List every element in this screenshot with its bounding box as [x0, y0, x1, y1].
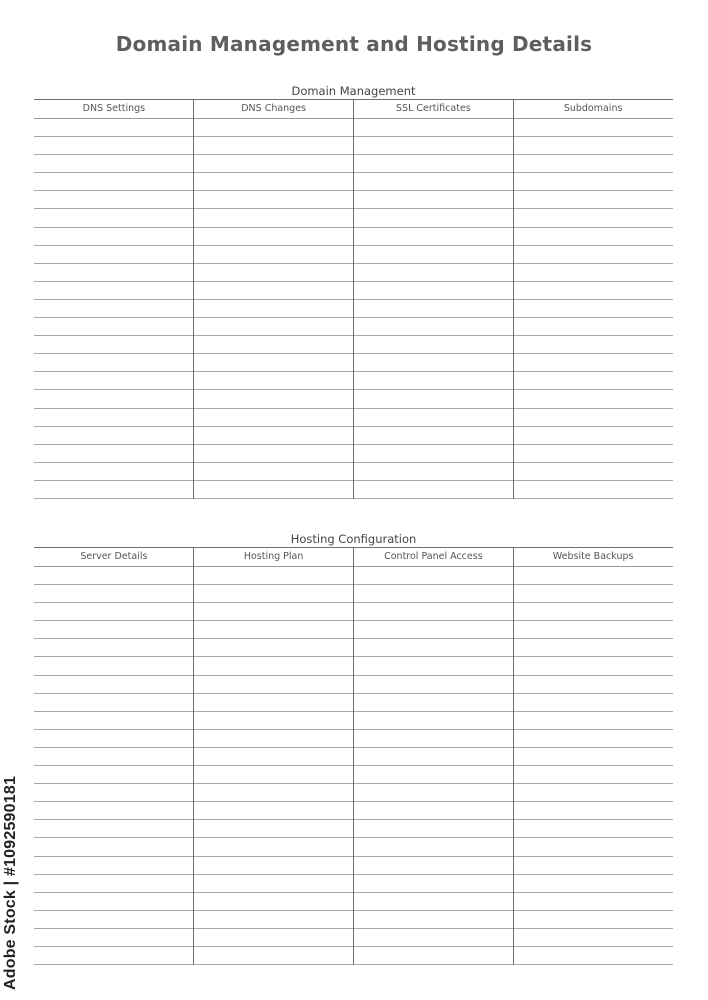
- table-row: [34, 228, 673, 246]
- column-header-server-details: Server Details: [80, 551, 148, 562]
- table-row: [34, 119, 673, 137]
- table-row: [34, 676, 673, 694]
- table-row: [34, 282, 673, 300]
- page-title: Domain Management and Hosting Details: [115, 32, 593, 56]
- table-row: [34, 893, 673, 911]
- table-row: [34, 911, 673, 929]
- table-header-row: [34, 100, 673, 119]
- table-row: [34, 838, 673, 856]
- table-row: [34, 427, 673, 445]
- table-row: [34, 155, 673, 173]
- hosting-configuration-table: [34, 547, 673, 965]
- table-row: [34, 875, 673, 893]
- table-row: [34, 191, 673, 209]
- table-header-row: [34, 548, 673, 567]
- table-row: [34, 567, 673, 585]
- table-row: [34, 173, 673, 191]
- table-row: [34, 929, 673, 947]
- table-body: [34, 119, 673, 499]
- table-row: [34, 445, 673, 463]
- table-row: [34, 372, 673, 390]
- section-title: Domain Management: [291, 84, 416, 98]
- column-header-subdomains: Subdomains: [563, 103, 623, 114]
- table-row: [34, 766, 673, 784]
- table-row: [34, 300, 673, 318]
- table-row: [34, 639, 673, 657]
- domain-management-section: [34, 84, 673, 499]
- table-row: [34, 694, 673, 712]
- table-row: [34, 209, 673, 227]
- table-row: [34, 585, 673, 603]
- table-row: [34, 621, 673, 639]
- table-row: [34, 463, 673, 481]
- column-header-dns-changes: DNS Changes: [241, 103, 307, 114]
- table-row: [34, 802, 673, 820]
- table-row: [34, 246, 673, 264]
- table-row: [34, 730, 673, 748]
- table-row: [34, 820, 673, 838]
- table-row: [34, 947, 673, 965]
- table-row: [34, 137, 673, 155]
- section-title: Hosting Configuration: [290, 532, 417, 546]
- table-row: [34, 857, 673, 875]
- column-header-control-panel-access: Control Panel Access: [384, 551, 483, 562]
- hosting-configuration-section: [34, 532, 673, 965]
- table-row: [34, 264, 673, 282]
- table-row: [34, 712, 673, 730]
- table-row: [34, 354, 673, 372]
- table-row: [34, 481, 673, 499]
- column-header-dns-settings: DNS Settings: [82, 103, 146, 114]
- table-row: [34, 603, 673, 621]
- table-row: [34, 748, 673, 766]
- table-row: [34, 657, 673, 675]
- table-row: [34, 784, 673, 802]
- table-body: [34, 567, 673, 965]
- table-row: [34, 318, 673, 336]
- table-row: [34, 336, 673, 354]
- column-header-hosting-plan: Hosting Plan: [243, 551, 304, 562]
- domain-management-table: [34, 99, 673, 499]
- column-header-ssl-certificates: SSL Certificates: [396, 103, 471, 114]
- column-header-website-backups: Website Backups: [552, 551, 634, 562]
- table-row: [34, 390, 673, 408]
- table-row: [34, 409, 673, 427]
- stock-watermark-text: Adobe Stock | #1092590181: [2, 775, 19, 990]
